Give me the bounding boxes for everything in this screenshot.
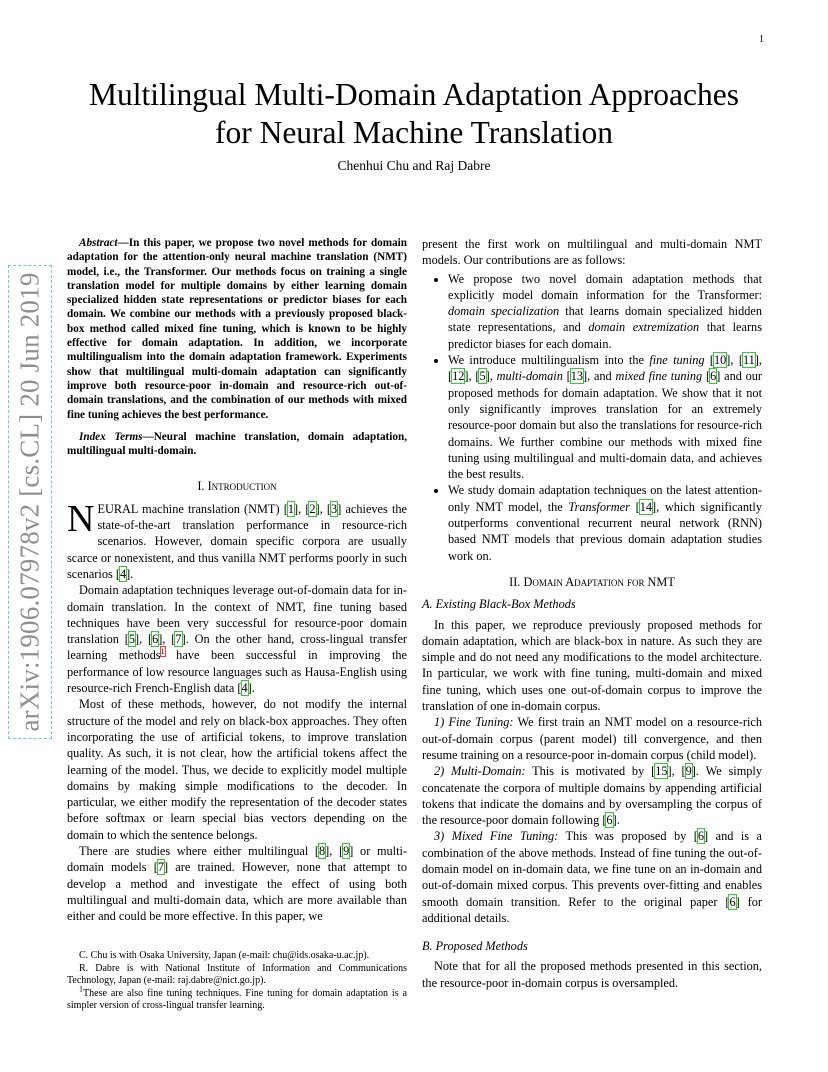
intro-paragraph-2 — [67, 582, 407, 696]
section-heading-domain-adaptation — [422, 574, 762, 590]
citation-link[interactable] — [475, 369, 489, 383]
text-run: have been successful in improving the performance of low resource languages such as Hausa-English using resource-rich French-English data — [67, 648, 407, 696]
paragraph-title: 1) Fine Tuning: — [434, 715, 514, 730]
text-run: There are studies where either multilingual — [79, 843, 315, 858]
text-run: . — [251, 681, 255, 696]
citation-link[interactable] — [327, 502, 341, 516]
index-terms-lead: Index Terms — [79, 430, 143, 443]
citation-number: 6 — [606, 813, 613, 828]
drop-cap: N — [67, 497, 95, 540]
citation-link[interactable] — [682, 764, 696, 778]
index-terms-text: —Neural machine translation, domain adaptation, multilingual multi-domain. — [67, 430, 407, 458]
page-number: 1 — [759, 34, 764, 45]
abstract-text: In this paper, we propose two novel methods for domain adaptation for the attention-only neural machine translation (NMT) model, i.e., the Transformer. Our methods focus on training a single translation model for multiple domains by either learning domain specialized hidden state representations or predictor biases for each domain. We combine our methods with a previously proposed black-box method called mixed fine tuning, which is known to be highly effective for domain adaptation. In addition, we incorporate multilingualism into the domain adaptation framework. Experiments show that multilingual multi-domain adaptation can significantly improve both resource-poor in-domain and resource-rich out-of-domain translations, and the combination of our methods with mixed fine tuning achieves the best performance. — [67, 237, 407, 421]
text-run: . We simply concatenate the corpora of multiple domains by appending artificial tokens that indicate the domains and by oversampling the corpus of the resource-poor domain following — [422, 764, 762, 828]
citation-number: 10 — [714, 353, 727, 368]
text-run: . — [130, 566, 134, 581]
citation-link[interactable] — [739, 353, 759, 367]
section-title: Domain Adaptation for NMT — [523, 574, 675, 589]
citation-number: 6 — [152, 632, 159, 647]
section-title: Introduction — [207, 479, 277, 494]
text-run: This was proposed by — [558, 829, 694, 844]
citation-number: 4 — [119, 566, 127, 581]
section-number: II. — [509, 574, 521, 589]
emphasis: domain specialization — [448, 304, 560, 319]
citation-number: 11 — [742, 353, 755, 368]
text-run: This is motivated by — [525, 764, 652, 779]
contributions-list — [422, 271, 762, 564]
text-run: . — [616, 813, 620, 828]
citation-link[interactable] — [305, 502, 319, 516]
text-run: . On the other hand, cross-lingual transfer learning methods — [67, 632, 408, 663]
citation-link[interactable] — [116, 567, 130, 581]
emphasis: mixed fine tuning — [615, 369, 703, 384]
text-run: , — [162, 632, 172, 647]
citation-number: 13 — [570, 369, 584, 384]
subsection-heading-b: B. Proposed Methods — [422, 939, 528, 954]
citation-number: 8 — [319, 843, 326, 858]
text-run: , — [298, 501, 306, 516]
intro-paragraph-3: Most of these methods, however, do not modify the internal structure of the model and rely on black-box approaches. They often incorporating the use of artificial tokens, to improve translation quality. As such, it is not clear, how the artificial tokens affect the learning of the model. Thus, we decide to explicitly model multiple domains by making simple modifications to the decoder. In particular, we either modify the representation of the decoder states before softmax or learn special bias vectors depending on the domain to which the sentence belongs. — [67, 697, 407, 842]
paragraph-fine-tuning — [422, 714, 762, 763]
citation-number: 14 — [639, 499, 652, 514]
index-terms — [67, 430, 407, 459]
citation-link[interactable] — [448, 369, 469, 383]
citation-link[interactable] — [725, 895, 739, 909]
list-item — [448, 352, 762, 482]
text-run: , — [139, 632, 149, 647]
citation-number: 9 — [685, 764, 692, 779]
footnote-mark-link[interactable]: 1 — [160, 647, 165, 657]
abstract-lead: Abstract — [79, 237, 118, 249]
citation-link[interactable] — [567, 369, 588, 383]
citation-link[interactable] — [237, 681, 251, 695]
paragraph-multi-domain — [422, 763, 762, 828]
title-line-2: for Neural Machine Translation — [214, 115, 614, 150]
text-run: , — [329, 843, 340, 858]
citation-number: 3 — [331, 501, 338, 516]
citation-number: 6 — [729, 894, 736, 909]
citation-link[interactable] — [710, 353, 731, 367]
right-column — [422, 236, 762, 991]
paragraph-title: 3) Mixed Fine Tuning: — [434, 829, 559, 844]
paragraph-existing-methods: In this paper, we reproduce previously proposed methods for domain adaptation, which are black-box in nature. As such they are simple and do not need any modifications to the model architecture. In particular, we work with fine tuning, multi-domain and mixed fine tuning, which uses one out-of-domain corpus to improve the translation of one in-domain corpus. — [422, 617, 762, 714]
citation-link[interactable] — [706, 369, 720, 383]
citation-number: 12 — [452, 369, 465, 384]
text-run: , — [671, 764, 682, 779]
citation-link[interactable] — [171, 632, 185, 646]
list-item — [448, 271, 762, 352]
text-run: We propose two novel domain adaptation methods that explicitly model domain information for the Transformer: — [448, 271, 762, 302]
footnote-affiliation-chu: C. Chu is with Osaka University, Japan (e-mail: chu@ids.osaka-u.ac.jp). — [79, 950, 370, 961]
emphasis: Transformer — [568, 499, 630, 514]
section-heading-introduction — [67, 478, 407, 494]
citation-number: 6 — [697, 829, 705, 844]
citation-number: 15 — [655, 764, 668, 779]
citation-link[interactable] — [651, 764, 672, 778]
paragraph-title: 2) Multi-Domain: — [434, 764, 526, 779]
emphasis: domain extremization — [588, 320, 700, 335]
text-run: We study domain adaptation techniques on the latest attention-only NMT model, the — [448, 483, 762, 514]
text-run: or multi-domain models — [67, 843, 407, 875]
citation-number: 9 — [343, 843, 350, 858]
arxiv-stamp-text: arXiv:1906.07978v2 [cs.CL] 20 Jun 2019 — [14, 272, 45, 732]
citation-link[interactable] — [636, 500, 657, 514]
text-run: , — [468, 369, 476, 384]
citation-number: 5 — [479, 369, 486, 384]
text-run: We first train an NMT model on a resource-rich out-of-domain corpus (parent model) till convergence, and then resume training on a resource-poor in-domain corpus (child model). — [422, 715, 762, 762]
emphasis: multi-domain — [496, 369, 563, 384]
contributions-intro: present the first work on multilingual and multi-domain NMT models. Our contributions are as follows: — [422, 237, 762, 268]
footnote-1 — [67, 984, 407, 1013]
citation-number: 6 — [710, 369, 717, 384]
text-run: We introduce multilingualism into the — [448, 353, 650, 368]
intro-paragraph-4 — [67, 843, 407, 924]
text-run: EURAL machine translation (NMT) — [97, 501, 284, 516]
text-run: that learns domain specialized hidden state representations, and — [448, 304, 763, 335]
footnote-number: 1 — [79, 984, 83, 994]
citation-link[interactable] — [284, 502, 298, 516]
authors: Chenhui Chu and Raj Dabre — [337, 158, 491, 173]
section-number: I. — [197, 479, 205, 494]
text-run: , and — [587, 369, 616, 384]
footnotes — [67, 950, 407, 1013]
text-run: , — [489, 369, 497, 384]
citation-number: 4 — [241, 681, 248, 696]
text-run: , — [730, 353, 739, 368]
text-run: for additional details. — [422, 894, 762, 925]
text-run: achieves the state-of-the-art translation performance in resource-rich scenarios. However, domain specific corpora are usually scarce or nonexistent, and thus vanilla NMT performs poorly in such scenarios — [67, 501, 407, 581]
text-run: Domain adaptation techniques leverage out-of-domain data for in-domain translation. In the context of NMT, fine tuning based techniques have been very successful for resource-poor domain translation — [67, 583, 407, 647]
paper-title — [40, 76, 788, 152]
citation-link[interactable] — [125, 632, 139, 646]
citation-link[interactable] — [148, 632, 162, 646]
emphasis: fine tuning — [649, 353, 705, 368]
citation-number: 5 — [128, 632, 135, 647]
text-run: and is a combination of the above methods. Instead of fine tuning the out-of-domain model on in-domain data, we fine tune on an in-domain and out-of-domain mixed corpus. This prevents over-fitting and enables smooth domain transition. Refer to the original paper — [422, 829, 762, 909]
citation-number: 7 — [175, 632, 182, 647]
text-run: , which significantly outperforms conventional recurrent neural network (RNN) based NMT models that previous domain adaptation studies work on. — [448, 499, 762, 563]
intro-paragraph-1 — [67, 497, 407, 582]
text-run: that learns predictor biases for each domain. — [448, 320, 762, 351]
footnote-affiliation-dabre: R. Dabre is with National Institute of Information and Communications Technology, Japan (e-mail: raj.dabre@nict.go.jp). — [67, 962, 407, 986]
citation-link[interactable] — [315, 844, 329, 858]
citation-link[interactable] — [339, 844, 353, 858]
text-run: , — [758, 353, 762, 368]
citation-link[interactable] — [154, 860, 168, 874]
title-line-1: Multilingual Multi-Domain Adaptation Approaches — [88, 77, 740, 112]
citation-link[interactable] — [602, 813, 616, 827]
subsection-heading-a: A. Existing Black-Box Methods — [422, 597, 576, 612]
citation-number: 1 — [287, 501, 294, 516]
abstract-dash: — — [117, 237, 129, 249]
citation-number: 2 — [309, 501, 316, 516]
left-column — [67, 236, 407, 924]
citation-link[interactable] — [694, 829, 708, 843]
text-run: , — [319, 501, 327, 516]
abstract — [67, 236, 407, 422]
text-run: and our proposed methods for domain adaptation. We show that it not only significantly improves translation for an extremely resource-poor domain but also the translations for resource-rich domains. We further combine our methods with mixed fine tuning using multilingual and multi-domain data, and achieves the best results. — [448, 369, 763, 482]
citation-number: 7 — [157, 860, 165, 875]
paragraph-mixed-fine-tuning — [422, 828, 762, 926]
text-run: are trained. However, none that attempt to develop a method and investigate the effect of using both multilingual and multi-domain data, which are more available than either and could be more effective. In this paper, we — [67, 860, 407, 924]
footnote-text: These are also fine tuning techniques. Fine tuning for domain adaptation is a simpler version of cross-lingual transfer learning. — [67, 987, 407, 1011]
list-item — [448, 482, 762, 563]
paragraph-proposed-methods: Note that for all the proposed methods presented in this section, the resource-poor in-domain corpus is oversampled. — [422, 959, 762, 990]
arxiv-stamp — [8, 265, 52, 739]
